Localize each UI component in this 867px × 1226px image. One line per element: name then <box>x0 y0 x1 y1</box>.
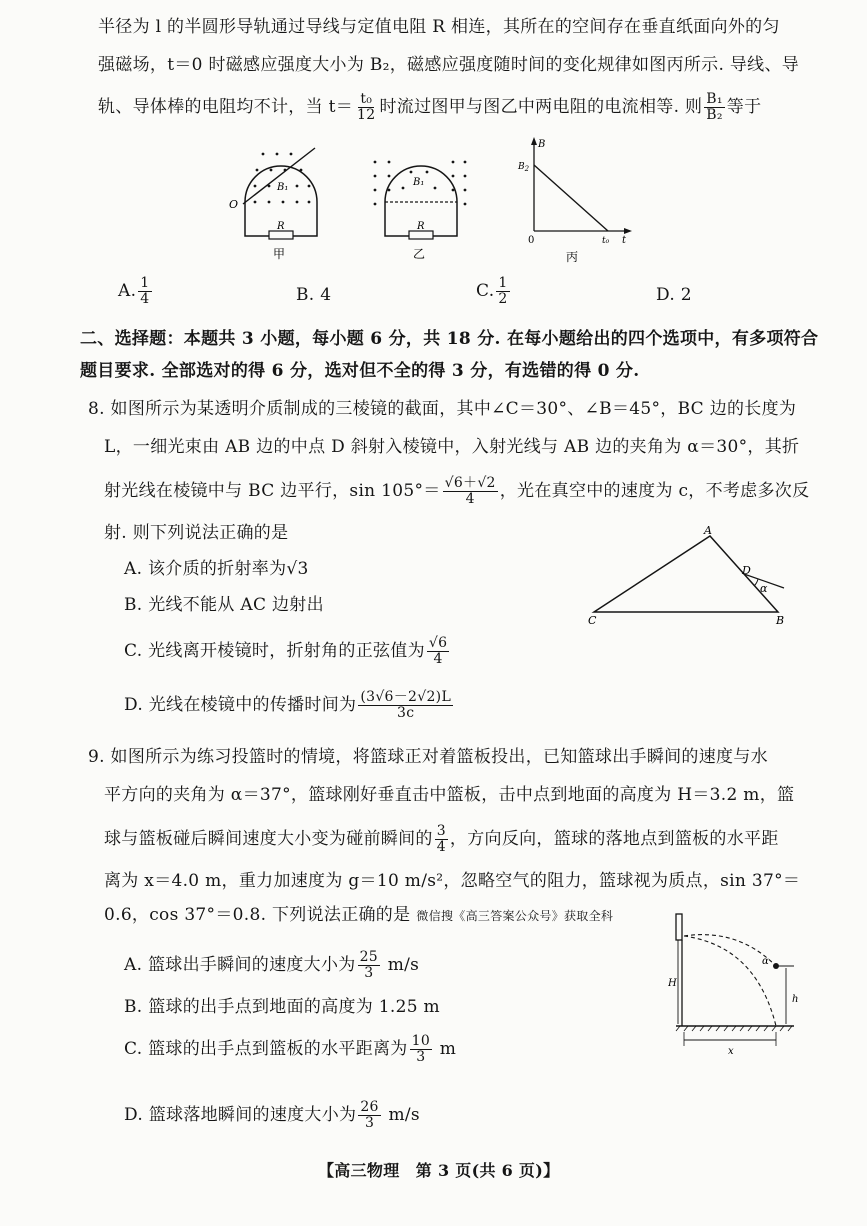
q8-option-d[interactable] <box>124 690 455 721</box>
q9-option-d-num: 26 <box>360 1099 379 1115</box>
figure-bing <box>510 135 640 265</box>
q8-option-b[interactable]: B. 光线不能从 AC 边射出 <box>124 595 324 615</box>
bing-y-arrow <box>531 137 537 145</box>
q9-option-d[interactable] <box>124 1100 420 1131</box>
q8-sin-den: 4 <box>465 491 475 507</box>
backboard <box>676 914 682 940</box>
ground-hatching <box>676 1026 792 1031</box>
yi-label-B1: B₁ <box>413 177 425 188</box>
q7-option-d[interactable]: D. 2 <box>656 285 692 305</box>
q9-option-a-num: 25 <box>359 949 379 965</box>
bing-label-t0: t₀ <box>602 236 610 246</box>
jia-label-R: R <box>277 221 285 232</box>
yi-caption: 乙 <box>413 247 426 261</box>
q8-option-d-num: (3√6－2√2)L <box>360 689 452 705</box>
bing-label-B2: $B_2$ <box>518 162 530 173</box>
q7-option-b[interactable]: B. 4 <box>296 285 332 305</box>
q9-line3 <box>104 824 779 855</box>
label-H: H <box>668 978 677 989</box>
prism-label-alpha: α <box>760 582 768 595</box>
q9-line3-pre: 球与篮板碰后瞬间速度大小变为碰前瞬间的 <box>104 829 433 849</box>
rebound-trajectory <box>684 936 776 1026</box>
basketball-figure <box>668 910 808 1060</box>
prism-label-C: C <box>588 614 597 627</box>
q9-option-c-fraction <box>410 1034 432 1065</box>
prism-label-A: A <box>704 524 712 537</box>
q7-t-den: 12 <box>357 107 376 123</box>
q9-line5 <box>104 904 613 927</box>
q8-line3-pre: 射光线在棱镜中与 BC 边平行，sin 105°＝ <box>104 481 441 501</box>
q7-option-c-num: 1 <box>498 275 508 291</box>
q7-option-c-den: 2 <box>498 291 508 307</box>
q7-t-num: t₀ <box>360 91 373 107</box>
q8-option-c-num: √6 <box>428 635 448 651</box>
q9-fraction <box>435 824 448 855</box>
q8-line3-post: ，光在真空中的速度为 c，不考虑多次反 <box>499 481 810 501</box>
q8-option-d-text: D. 光线在棱镜中的传播时间为 <box>124 695 357 715</box>
q7-t-fraction <box>355 92 377 123</box>
bing-label-B: B <box>538 139 546 150</box>
bing-caption: 丙 <box>566 250 579 264</box>
q9-option-c[interactable] <box>124 1034 456 1065</box>
yi-label-R: R <box>417 221 425 232</box>
q9-option-b[interactable]: B. 篮球的出手点到地面的高度为 1.25 m <box>124 997 440 1017</box>
q7-line3-mid: 时流过图甲与图乙中两电阻的电流相等. 则 <box>379 97 703 117</box>
q9-frac-den: 4 <box>436 839 446 855</box>
q7-option-c-fraction <box>496 276 509 307</box>
q9-option-a[interactable] <box>124 950 419 981</box>
q7-ratio-fraction <box>704 92 725 123</box>
q9-option-d-den: 3 <box>364 1115 375 1131</box>
q9-option-c-text: C. 篮球的出手点到篮板的水平距离为 <box>124 1039 408 1059</box>
prism-label-B: B <box>776 614 785 627</box>
q9-option-a-den: 3 <box>364 965 374 981</box>
q8-sin-num: √6＋√2 <box>444 475 496 491</box>
q9-option-a-unit: m/s <box>387 955 420 975</box>
label-x: x <box>728 1046 734 1057</box>
jia-caption: 甲 <box>273 247 286 261</box>
jia-label-O: O <box>229 198 239 211</box>
q8-option-d-den: 3c <box>397 705 415 721</box>
watermark-text: 微信搜《高三答案公众号》获取全科 <box>416 909 614 923</box>
q7-line2: 强磁场，t＝0 时磁感应强度大小为 B₂，磁感应强度随时间的变化规律如图丙所示. 导线、导 <box>98 55 800 75</box>
q8-line2: L，一细光束由 AB 边的中点 D 斜射入棱镜中，入射光线与 AB 边的夹角为 α＝30°，其折 <box>104 437 800 457</box>
q8-line4: 射. 则下列说法正确的是 <box>104 523 289 543</box>
yi-resistor <box>409 231 433 239</box>
q8-option-c-text: C. 光线离开棱镜时，折射角的正弦值为 <box>124 641 425 661</box>
label-alpha: α <box>762 956 769 967</box>
q7-option-a[interactable] <box>118 276 154 307</box>
q7-option-c[interactable] <box>476 276 512 307</box>
q9-option-d-text: D. 篮球落地瞬间的速度大小为 <box>124 1105 357 1125</box>
q7-option-a-den: 4 <box>140 291 150 307</box>
q9-line1: 9. 如图所示为练习投篮时的情境，将篮球正对着篮板投出，已知篮球出手瞬间的速度与水 <box>88 747 768 767</box>
section2-header-line2: 题目要求. 全部选对的得 6 分，选对但不全的得 3 分，有选错的得 0 分. <box>80 361 640 381</box>
q9-option-d-fraction <box>358 1100 380 1131</box>
q9-line4: 离为 x＝4.0 m，重力加速度为 g＝10 m/s²，忽略空气的阻力，篮球视为质点，sin 37°＝ <box>104 871 801 891</box>
q8-option-c[interactable] <box>124 636 451 667</box>
prism-figure <box>580 524 820 630</box>
q9-line2: 平方向的夹角为 α＝37°，篮球刚好垂直击中篮板，击中点到地面的高度为 H＝3.2 m，篮 <box>104 785 795 805</box>
jia-label-B1: B₁ <box>277 182 289 193</box>
q8-line3 <box>104 476 809 507</box>
q8-option-c-fraction <box>427 636 449 667</box>
q9-option-c-den: 3 <box>416 1049 426 1065</box>
q7-option-a-num: 1 <box>140 275 150 291</box>
q8-option-d-fraction <box>358 690 453 721</box>
q7-ratio-num: B₁ <box>706 91 723 107</box>
q7-line3 <box>98 92 761 123</box>
q7-option-a-fraction <box>138 276 151 307</box>
q7-ratio-den: B₂ <box>706 107 723 123</box>
q7-option-a-letter: A. <box>118 281 137 301</box>
q9-option-a-fraction <box>358 950 380 981</box>
q8-option-a[interactable]: A. 该介质的折射率为√3 <box>124 559 309 579</box>
q9-option-a-text: A. 篮球出手瞬间的速度大小为 <box>124 955 356 975</box>
jia-field-dots <box>254 153 311 204</box>
q8-line1: 8. 如图所示为某透明介质制成的三棱镜的截面，其中∠C＝30°、∠B＝45°，BC 边的长度为 <box>88 399 797 419</box>
bing-label-t: t <box>622 235 627 246</box>
q9-option-d-unit: m/s <box>388 1105 420 1125</box>
q8-sin-fraction <box>443 476 498 507</box>
jia-resistor <box>269 231 293 239</box>
prism-label-D: D <box>742 564 751 577</box>
q7-line1: 半径为 l 的半圆形导轨通过导线与定值电阻 R 相连，其所在的空间存在垂直纸面向外的匀 <box>98 17 780 37</box>
q9-line5-text: 0.6，cos 37°＝0.8. 下列说法正确的是 <box>104 905 411 925</box>
label-h: h <box>792 994 799 1005</box>
q9-option-c-num: 10 <box>411 1033 431 1049</box>
q8-option-c-den: 4 <box>433 651 443 667</box>
jia-rod <box>243 148 315 204</box>
q9-frac-num: 3 <box>436 823 446 839</box>
prism-angle-arc <box>754 579 758 586</box>
q9-line3-post: ，方向反向，篮球的落地点到篮板的水平距 <box>449 829 779 849</box>
q9-option-c-unit: m <box>439 1039 457 1059</box>
figure-jia <box>225 140 335 265</box>
q7-option-c-letter: C. <box>476 281 495 301</box>
bing-decay-line <box>534 165 608 231</box>
bing-label-origin: 0 <box>528 235 535 246</box>
bing-x-arrow <box>624 228 632 234</box>
q7-line3-pre: 轨、导体棒的电阻均不计，当 t＝ <box>98 97 354 117</box>
q7-line3-post: 等于 <box>726 97 762 117</box>
figure-yi <box>365 140 475 265</box>
page-footer: 【高三物理 第 3 页(共 6 页)】 <box>318 1161 560 1180</box>
section2-header-line1: 二、选择题：本题共 3 小题，每小题 6 分，共 18 分. 在每小题给出的四个选项中，有多项符合 <box>80 329 819 349</box>
